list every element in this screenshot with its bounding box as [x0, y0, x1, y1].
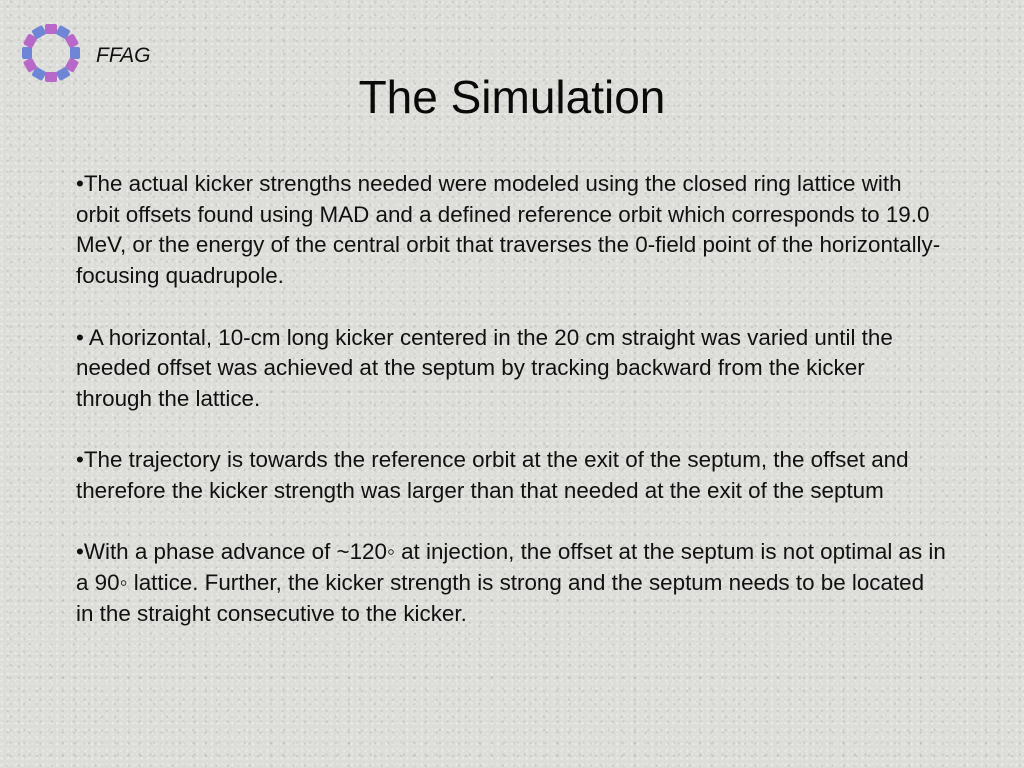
logo-magnet-segment: [22, 47, 32, 59]
bullet-paragraph: • A horizontal, 10-cm long kicker centered in the 20 cm straight was varied until the needed offset was achieved at the septum by tracking backward from the kicker through the lattice.: [76, 324, 893, 411]
bullet-paragraph: •With a phase advance of ~120◦ at injection, the offset at the septum is not optimal as in a 90◦ lattice. Further, the kicker strength is strong and the septum needs to be located in the straight consecutive to the kicker.: [76, 539, 946, 626]
bullet-paragraph: •The actual kicker strengths needed were modeled using the closed ring lattice with orbit offsets found using MAD and a defined reference orbit which corresponds to 19.0 MeV, or the energy of the central orbit that traverses the 0-field point of the horizontally-focusing quadrupole.: [76, 171, 941, 289]
page-title: The Simulation: [358, 71, 666, 123]
bullet-paragraph: •The trajectory is towards the reference orbit at the exit of the septum, the offset and therefore the kicker strength was larger than that needed at the exit of the septum: [76, 447, 909, 503]
slide-body: [76, 169, 946, 660]
brand-label: FFAG: [96, 44, 151, 67]
logo-magnet-segment: [70, 47, 80, 59]
logo-magnet-segment: [45, 24, 57, 34]
